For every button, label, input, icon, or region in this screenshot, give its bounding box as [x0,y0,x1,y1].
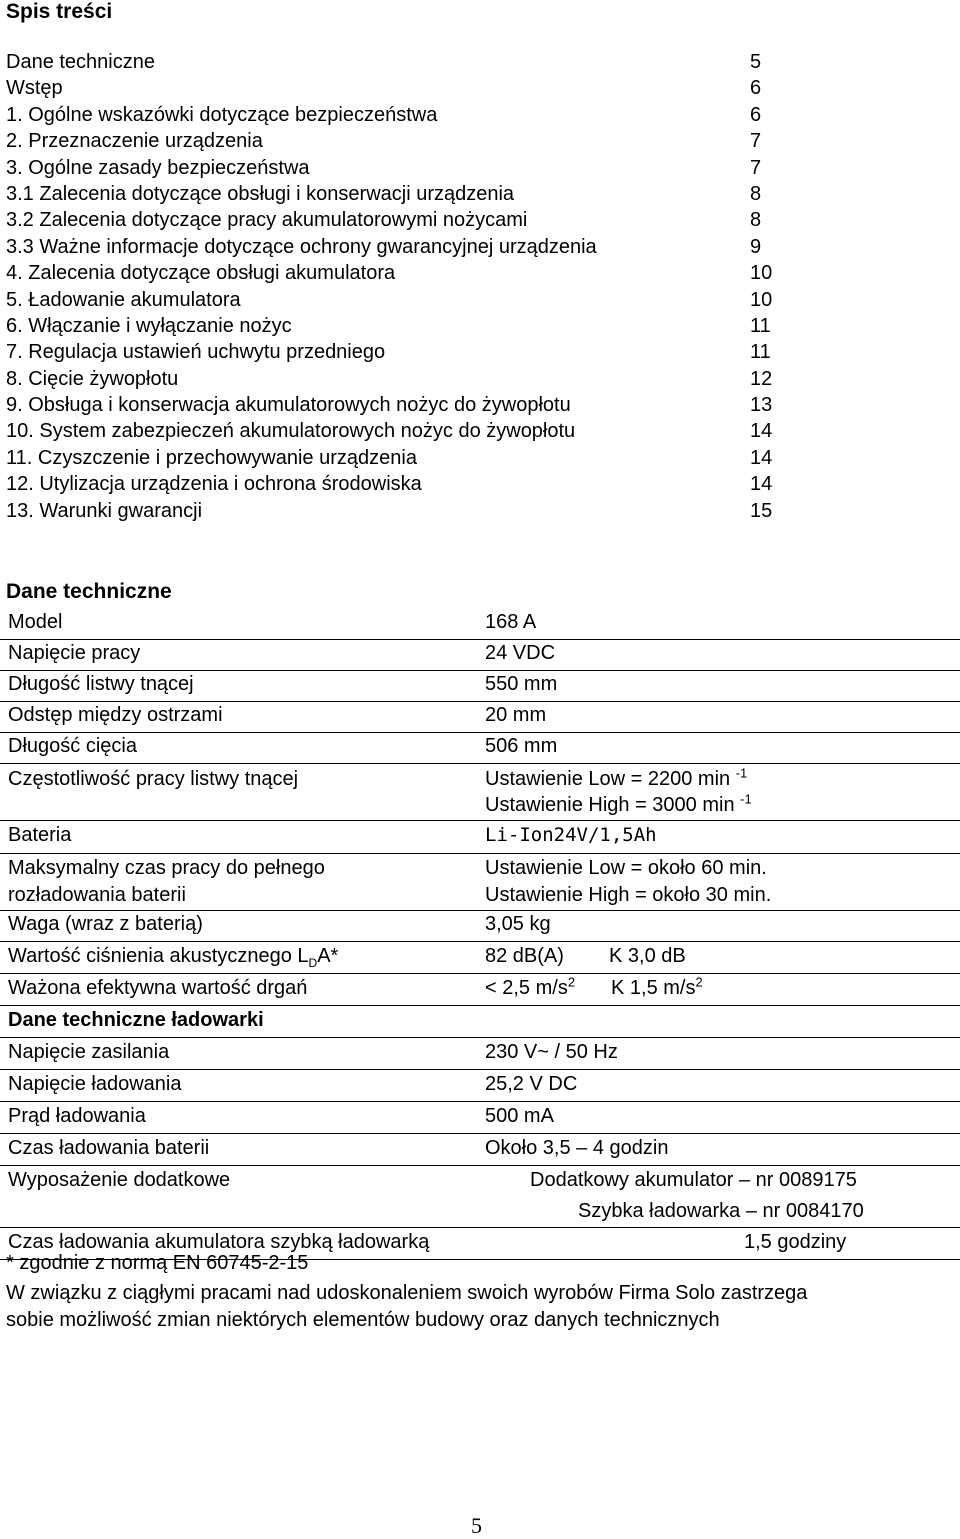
spec-row-model [0,609,960,640]
disclaimer-line-2: sobie możliwość zmian niektórych elementów budowy oraz danych technicznych [6,1309,720,1331]
spec-row-frequency [0,764,960,821]
spec-label: Napięcie pracy [8,642,141,664]
spec-row-charge-voltage [0,1070,960,1102]
toc-item [6,418,786,444]
toc-item-page: 14 [750,446,773,469]
spec-value: 82 dB(A) [485,945,564,967]
toc-item-page: 15 [750,499,773,522]
toc-item-page: 8 [750,209,762,232]
spec-row-weight [0,911,960,942]
spec-label: Prąd ładowania [8,1105,146,1127]
toc-item [6,234,786,260]
toc-item-page: 14 [750,473,773,496]
toc-item [6,366,786,392]
spec-row-charge-time [0,1134,960,1166]
spec-value: 1,5 godziny [744,1231,847,1253]
spec-label: Długość listwy tnącej [8,673,194,695]
toc-item [6,49,786,75]
spec-row-cut-length [0,733,960,764]
toc-item [6,181,786,207]
toc-item-page: 6 [750,103,762,126]
toc-item-label: 13. Warunki gwarancji [6,499,203,522]
spec-row-charge-current [0,1102,960,1134]
toc-item [6,471,786,497]
toc-item [6,392,786,418]
spec-label: Waga (wraz z baterią) [8,913,203,935]
toc-item-label: 9. Obsługa i konserwacja akumulatorowych nożyc do żywopłotu [6,394,571,417]
spec-value: 506 mm [485,735,558,757]
toc-item [6,287,786,313]
toc-item-page: 10 [750,262,773,285]
spec-label: Napięcie ładowania [8,1073,182,1095]
toc-item-label: 3.2 Zalecenia dotyczące pracy akumulatorowymi nożycami [6,209,528,232]
spec-value: Około 3,5 – 4 godzin [485,1137,669,1159]
toc-item-label: 3.1 Zalecenia dotyczące obsługi i konserwacji urządzenia [6,182,515,205]
spec-value: Dodatkowy akumulator – nr 0089175 [530,1169,857,1191]
toc-item-page: 7 [750,156,762,179]
spec-label: Częstotliwość pracy listwy tnącej [8,768,299,790]
charger-section-title: Dane techniczne ładowarki [8,1009,264,1031]
toc-item [6,445,786,471]
toc-item [6,155,786,181]
toc-item-label: 3. Ogólne zasady bezpieczeństwa [6,156,310,179]
table-of-contents [6,49,786,524]
toc-item-label: Wstęp [6,77,63,100]
footnote: * zgodnie z normą EN 60745-2-15 [6,1252,309,1274]
spec-row-accessories [0,1166,960,1228]
toc-item-page: 9 [750,235,762,258]
toc-item-label: 7. Regulacja ustawień uchwytu przedniego [6,341,386,364]
spec-row-runtime [0,854,960,911]
spec-label: Bateria [8,824,72,846]
spec-value: 3,05 kg [485,913,551,935]
spec-value: 500 mA [485,1105,554,1127]
spec-value: Ustawienie Low = 2200 min $^{-1}$ [485,765,748,790]
spec-value: Li-Ion24V/1,5Ah [485,824,657,846]
spec-label: Wyposażenie dodatkowe [8,1169,231,1191]
toc-item-label: 6. Włączanie i wyłączanie nożyc [6,314,292,337]
spec-label: Model [8,611,63,633]
spec-value-k: K 1,5 $m/s^2$ [611,974,703,999]
spec-label: Wartość ciśnienia akustycznego $L_DA*$ [8,945,339,970]
spec-label: Czas ładowania baterii [8,1137,210,1159]
toc-item-page: 14 [750,420,773,443]
toc-item [6,498,786,524]
spec-value: 550 mm [485,673,558,695]
toc-item-label: 11. Czyszczenie i przechowywanie urządzenia [6,446,417,469]
spec-label: Odstęp między ostrzami [8,704,223,726]
toc-item [6,102,786,128]
spec-value: 25,2 V DC [485,1073,578,1095]
spec-label: Długość cięcia [8,735,137,757]
spec-value: 168 A [485,611,537,633]
spec-row-sound [0,942,960,974]
toc-item-label: 1. Ogólne wskazówki dotyczące bezpieczeństwa [6,103,438,126]
spec-value: 230 V~ / 50 Hz [485,1041,618,1063]
spec-value: Szybka ładowarka – nr 0084170 [578,1200,864,1222]
toc-item [6,75,786,101]
spec-value: 24 VDC [485,642,556,664]
toc-item-page: 6 [750,77,762,100]
spec-label: Ważona efektywna wartość drgań [8,977,308,999]
spec-row-blade-length [0,671,960,702]
spec-row-voltage [0,640,960,671]
spec-value: Ustawienie Low = około 60 min. [485,857,767,879]
spec-row-supply [0,1038,960,1070]
toc-item-label: 3.3 Ważne informacje dotyczące ochrony gwarancyjnej urządzenia [6,235,597,258]
spec-row-battery [0,821,960,854]
spec-label: Napięcie zasilania [8,1041,170,1063]
spec-label: Maksymalny czas pracy do pełnego [8,857,325,879]
spec-value: 20 mm [485,704,547,726]
page-number: 5 [471,1513,482,1538]
spec-title: Dane techniczne [6,580,172,603]
toc-item-label: Dane techniczne [6,51,155,73]
toc-item-page: 12 [750,367,773,390]
toc-title: Spis treści [6,0,113,23]
disclaimer-line-1: W związku z ciągłymi pracami nad udoskonaleniem swoich wyrobów Firma Solo zastrzega [6,1282,808,1304]
toc-item [6,313,786,339]
toc-item-label: 8. Cięcie żywopłotu [6,367,179,390]
toc-item [6,207,786,233]
spec-label: Czas ładowania akumulatora szybką ładowarką [8,1231,430,1253]
toc-item [6,128,786,154]
spec-label: rozładowania baterii [8,884,186,906]
toc-item-label: 4. Zalecenia dotyczące obsługi akumulatora [6,262,396,285]
toc-item [6,339,786,365]
spec-row-blade-gap [0,702,960,733]
toc-item-label: 10. System zabezpieczeń akumulatorowych nożyc do żywopłotu [6,420,576,443]
toc-item-page: 11 [750,341,771,364]
spec-table [0,609,960,1260]
toc-item-page: 7 [750,130,762,153]
spec-row-charger-title [0,1006,960,1038]
toc-item-page: 10 [750,288,773,311]
toc-item-label: 5. Ładowanie akumulatora [6,288,241,311]
toc-item-label: 12. Utylizacja urządzenia i ochrona środowiska [6,473,422,496]
spec-value: < 2,5 $m/s^2$ [485,974,576,999]
spec-value: Ustawienie High = 3000 min $^{-1}$ [485,791,752,816]
toc-item-page: 5 [750,51,762,73]
toc-item-label: 2. Przeznaczenie urządzenia [6,130,263,153]
toc-item-page: 8 [750,182,762,205]
spec-value: Ustawienie High = około 30 min. [485,884,772,906]
spec-value-k: K 3,0 dB [609,945,686,967]
toc-item-page: 11 [750,314,771,337]
toc-item-page: 13 [750,394,773,417]
toc-item [6,260,786,286]
spec-row-vibration [0,974,960,1006]
